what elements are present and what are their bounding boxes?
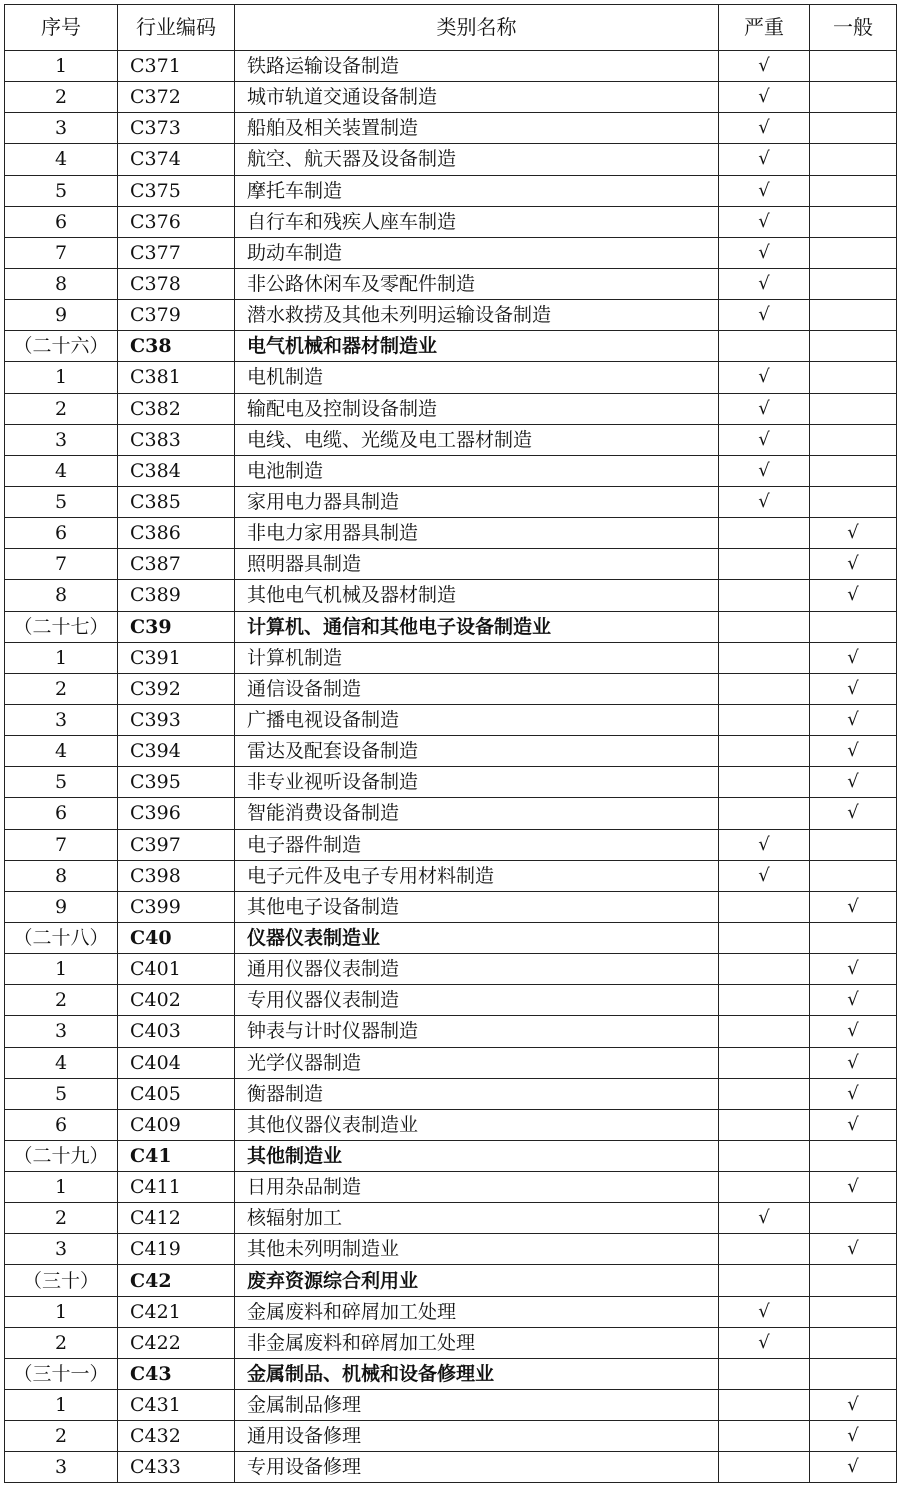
cell-seq: 3 [5,113,118,144]
table-row [5,237,897,268]
cell-code: C431 [118,1390,235,1421]
cell-severe-mark: √ [719,51,810,82]
cell-seq: （二十八） [5,922,118,953]
table-row [5,1296,897,1327]
cell-code: C393 [118,704,235,735]
cell-severe-mark: √ [719,206,810,237]
cell-code: C433 [118,1452,235,1483]
table-row [5,891,897,922]
table-row [5,51,897,82]
cell-severe-mark [719,1140,810,1171]
table-row [5,1203,897,1234]
cell-severe-mark [719,549,810,580]
cell-severe-mark [719,767,810,798]
cell-seq: （二十九） [5,1140,118,1171]
cell-name: 电池制造 [235,455,719,486]
cell-severe-mark: √ [719,860,810,891]
category-group-row [5,331,897,362]
cell-general-mark: √ [810,1016,897,1047]
cell-severe-mark [719,642,810,673]
table-row [5,1452,897,1483]
category-group-row [5,922,897,953]
cell-general-mark: √ [810,1078,897,1109]
cell-severe-mark: √ [719,1203,810,1234]
cell-severe-mark: √ [719,237,810,268]
cell-name: 其他电气机械及器材制造 [235,580,719,611]
cell-name: 专用仪器仪表制造 [235,985,719,1016]
cell-general-mark [810,237,897,268]
table-row [5,1234,897,1265]
cell-name: 通用设备修理 [235,1421,719,1452]
cell-severe-mark [719,891,810,922]
cell-severe-mark: √ [719,144,810,175]
cell-code: C375 [118,175,235,206]
cell-general-mark [810,393,897,424]
cell-severe-mark [719,580,810,611]
cell-general-mark [810,175,897,206]
cell-code: C395 [118,767,235,798]
cell-seq: 7 [5,237,118,268]
cell-seq: 6 [5,206,118,237]
cell-seq: 2 [5,1327,118,1358]
table-row [5,549,897,580]
cell-general-mark: √ [810,1452,897,1483]
table-row [5,642,897,673]
cell-code: C384 [118,455,235,486]
cell-name: 日用杂品制造 [235,1172,719,1203]
cell-seq: 5 [5,486,118,517]
cell-name: 核辐射加工 [235,1203,719,1234]
cell-seq: 1 [5,51,118,82]
cell-code: C374 [118,144,235,175]
cell-code: C40 [118,922,235,953]
cell-severe-mark [719,1390,810,1421]
table-row [5,1390,897,1421]
cell-seq: 1 [5,954,118,985]
cell-severe-mark [719,1452,810,1483]
cell-code: C43 [118,1358,235,1389]
cell-code: C411 [118,1172,235,1203]
cell-severe-mark [719,1078,810,1109]
cell-code: C397 [118,829,235,860]
cell-general-mark [810,362,897,393]
table-row [5,268,897,299]
cell-name: 金属废料和碎屑加工处理 [235,1296,719,1327]
cell-general-mark: √ [810,1047,897,1078]
cell-severe-mark [719,1172,810,1203]
cell-severe-mark [719,736,810,767]
cell-code: C377 [118,237,235,268]
cell-name: 家用电力器具制造 [235,486,719,517]
cell-seq: 2 [5,1421,118,1452]
cell-seq: 4 [5,736,118,767]
table-row [5,362,897,393]
table-row [5,860,897,891]
cell-severe-mark [719,985,810,1016]
cell-seq: 1 [5,642,118,673]
cell-severe-mark: √ [719,175,810,206]
cell-general-mark: √ [810,736,897,767]
cell-severe-mark [719,1358,810,1389]
cell-name: 其他仪器仪表制造业 [235,1109,719,1140]
cell-code: C41 [118,1140,235,1171]
cell-severe-mark: √ [719,113,810,144]
cell-general-mark: √ [810,1109,897,1140]
cell-severe-mark: √ [719,268,810,299]
cell-name: 计算机制造 [235,642,719,673]
cell-general-mark [810,611,897,642]
cell-seq: 1 [5,1172,118,1203]
cell-name: 智能消费设备制造 [235,798,719,829]
cell-severe-mark [719,1265,810,1296]
cell-code: C392 [118,673,235,704]
cell-name: 废弃资源综合利用业 [235,1265,719,1296]
cell-general-mark [810,1265,897,1296]
cell-severe-mark: √ [719,829,810,860]
cell-severe-mark [719,922,810,953]
cell-seq: 4 [5,455,118,486]
cell-code: C396 [118,798,235,829]
cell-name: 输配电及控制设备制造 [235,393,719,424]
cell-code: C403 [118,1016,235,1047]
cell-seq: 8 [5,268,118,299]
cell-code: C402 [118,985,235,1016]
cell-seq: 2 [5,393,118,424]
cell-name: 电机制造 [235,362,719,393]
cell-name: 潜水救捞及其他未列明运输设备制造 [235,300,719,331]
table-row [5,1047,897,1078]
cell-code: C372 [118,82,235,113]
cell-general-mark: √ [810,1172,897,1203]
cell-seq: 2 [5,1203,118,1234]
industry-table-container [4,4,897,1483]
cell-seq: 4 [5,1047,118,1078]
cell-general-mark: √ [810,1390,897,1421]
header-row [5,5,897,51]
table-row [5,206,897,237]
table-row [5,424,897,455]
cell-severe-mark [719,673,810,704]
cell-severe-mark: √ [719,82,810,113]
cell-code: C409 [118,1109,235,1140]
cell-severe-mark [719,954,810,985]
cell-code: C381 [118,362,235,393]
cell-seq: （二十七） [5,611,118,642]
cell-general-mark: √ [810,891,897,922]
table-row [5,175,897,206]
table-row [5,1172,897,1203]
cell-name: 照明器具制造 [235,549,719,580]
cell-code: C422 [118,1327,235,1358]
cell-severe-mark: √ [719,486,810,517]
cell-general-mark [810,1358,897,1389]
cell-name: 钟表与计时仪器制造 [235,1016,719,1047]
cell-severe-mark: √ [719,300,810,331]
cell-code: C412 [118,1203,235,1234]
cell-seq: 9 [5,891,118,922]
header-code: 行业编码 [118,5,235,51]
header-severe: 严重 [719,5,810,51]
cell-code: C394 [118,736,235,767]
cell-general-mark [810,206,897,237]
cell-name: 其他未列明制造业 [235,1234,719,1265]
cell-seq: 2 [5,82,118,113]
cell-general-mark [810,1327,897,1358]
cell-seq: 5 [5,175,118,206]
table-row [5,673,897,704]
cell-name: 仪器仪表制造业 [235,922,719,953]
table-row [5,704,897,735]
cell-name: 非金属废料和碎屑加工处理 [235,1327,719,1358]
cell-severe-mark: √ [719,1327,810,1358]
table-row [5,829,897,860]
cell-severe-mark [719,1234,810,1265]
table-row [5,985,897,1016]
cell-general-mark: √ [810,954,897,985]
cell-general-mark [810,860,897,891]
cell-code: C389 [118,580,235,611]
cell-general-mark [810,1140,897,1171]
cell-code: C373 [118,113,235,144]
cell-general-mark: √ [810,642,897,673]
cell-general-mark: √ [810,798,897,829]
table-row [5,1327,897,1358]
cell-name: 通信设备制造 [235,673,719,704]
cell-name: 电气机械和器材制造业 [235,331,719,362]
cell-code: C371 [118,51,235,82]
cell-code: C405 [118,1078,235,1109]
cell-general-mark [810,113,897,144]
cell-name: 其他制造业 [235,1140,719,1171]
cell-code: C432 [118,1421,235,1452]
table-row [5,736,897,767]
table-row [5,1421,897,1452]
cell-name: 电子器件制造 [235,829,719,860]
cell-name: 计算机、通信和其他电子设备制造业 [235,611,719,642]
category-group-row [5,1265,897,1296]
cell-general-mark [810,922,897,953]
cell-general-mark: √ [810,1421,897,1452]
cell-name: 其他电子设备制造 [235,891,719,922]
cell-seq: （三十一） [5,1358,118,1389]
cell-seq: 1 [5,362,118,393]
cell-severe-mark [719,611,810,642]
cell-name: 广播电视设备制造 [235,704,719,735]
industry-classification-table [4,4,897,1483]
cell-seq: 8 [5,860,118,891]
cell-seq: 3 [5,1234,118,1265]
cell-seq: 2 [5,985,118,1016]
cell-name: 助动车制造 [235,237,719,268]
category-group-row [5,1140,897,1171]
cell-general-mark: √ [810,704,897,735]
cell-severe-mark [719,1016,810,1047]
cell-seq: 6 [5,1109,118,1140]
cell-name: 摩托车制造 [235,175,719,206]
cell-code: C379 [118,300,235,331]
cell-name: 光学仪器制造 [235,1047,719,1078]
cell-seq: 2 [5,673,118,704]
table-row [5,300,897,331]
cell-name: 城市轨道交通设备制造 [235,82,719,113]
cell-name: 电子元件及电子专用材料制造 [235,860,719,891]
cell-seq: 1 [5,1390,118,1421]
cell-general-mark: √ [810,767,897,798]
cell-severe-mark [719,1109,810,1140]
table-row [5,113,897,144]
cell-general-mark: √ [810,549,897,580]
table-body [5,51,897,1483]
cell-general-mark [810,51,897,82]
table-header [5,5,897,51]
cell-general-mark [810,1203,897,1234]
cell-severe-mark: √ [719,362,810,393]
cell-name: 非专业视听设备制造 [235,767,719,798]
cell-general-mark [810,144,897,175]
cell-severe-mark: √ [719,424,810,455]
cell-seq: 7 [5,829,118,860]
cell-code: C42 [118,1265,235,1296]
cell-code: C378 [118,268,235,299]
cell-seq: 3 [5,424,118,455]
cell-name: 铁路运输设备制造 [235,51,719,82]
cell-name: 专用设备修理 [235,1452,719,1483]
cell-name: 通用仪器仪表制造 [235,954,719,985]
cell-general-mark [810,486,897,517]
cell-name: 航空、航天器及设备制造 [235,144,719,175]
cell-seq: （三十） [5,1265,118,1296]
cell-code: C421 [118,1296,235,1327]
cell-general-mark [810,455,897,486]
cell-severe-mark: √ [719,455,810,486]
cell-general-mark [810,1296,897,1327]
cell-seq: 6 [5,798,118,829]
cell-seq: 4 [5,144,118,175]
cell-general-mark: √ [810,985,897,1016]
category-group-row [5,611,897,642]
cell-code: C387 [118,549,235,580]
table-row [5,455,897,486]
table-row [5,580,897,611]
cell-severe-mark [719,704,810,735]
cell-general-mark [810,331,897,362]
cell-name: 电线、电缆、光缆及电工器材制造 [235,424,719,455]
cell-seq: 1 [5,1296,118,1327]
table-row [5,954,897,985]
cell-code: C382 [118,393,235,424]
cell-name: 自行车和残疾人座车制造 [235,206,719,237]
cell-general-mark [810,82,897,113]
cell-severe-mark: √ [719,1296,810,1327]
cell-general-mark [810,300,897,331]
cell-general-mark: √ [810,580,897,611]
cell-seq: 5 [5,1078,118,1109]
cell-code: C391 [118,642,235,673]
cell-code: C383 [118,424,235,455]
cell-severe-mark [719,798,810,829]
cell-severe-mark: √ [719,393,810,424]
cell-code: C38 [118,331,235,362]
table-row [5,82,897,113]
cell-code: C399 [118,891,235,922]
cell-name: 雷达及配套设备制造 [235,736,719,767]
header-name: 类别名称 [235,5,719,51]
cell-general-mark [810,829,897,860]
cell-name: 非电力家用器具制造 [235,518,719,549]
cell-general-mark [810,268,897,299]
table-row [5,1078,897,1109]
cell-severe-mark [719,1421,810,1452]
table-row [5,767,897,798]
table-row [5,486,897,517]
table-row [5,518,897,549]
cell-seq: 3 [5,1452,118,1483]
header-general: 一般 [810,5,897,51]
cell-code: C385 [118,486,235,517]
cell-code: C398 [118,860,235,891]
cell-code: C386 [118,518,235,549]
cell-name: 船舶及相关装置制造 [235,113,719,144]
table-row [5,1109,897,1140]
cell-seq: 6 [5,518,118,549]
cell-code: C39 [118,611,235,642]
cell-name: 金属制品、机械和设备修理业 [235,1358,719,1389]
cell-seq: （二十六） [5,331,118,362]
category-group-row [5,1358,897,1389]
cell-severe-mark [719,1047,810,1078]
cell-name: 金属制品修理 [235,1390,719,1421]
cell-name: 衡器制造 [235,1078,719,1109]
cell-code: C404 [118,1047,235,1078]
cell-seq: 3 [5,1016,118,1047]
cell-general-mark: √ [810,673,897,704]
cell-seq: 5 [5,767,118,798]
cell-code: C419 [118,1234,235,1265]
cell-code: C401 [118,954,235,985]
cell-seq: 3 [5,704,118,735]
cell-general-mark: √ [810,1234,897,1265]
cell-code: C376 [118,206,235,237]
cell-seq: 8 [5,580,118,611]
cell-seq: 7 [5,549,118,580]
cell-general-mark: √ [810,518,897,549]
header-seq: 序号 [5,5,118,51]
cell-severe-mark [719,518,810,549]
cell-general-mark [810,424,897,455]
table-row [5,798,897,829]
table-row [5,144,897,175]
cell-severe-mark [719,331,810,362]
cell-name: 非公路休闲车及零配件制造 [235,268,719,299]
table-row [5,1016,897,1047]
cell-seq: 9 [5,300,118,331]
table-row [5,393,897,424]
